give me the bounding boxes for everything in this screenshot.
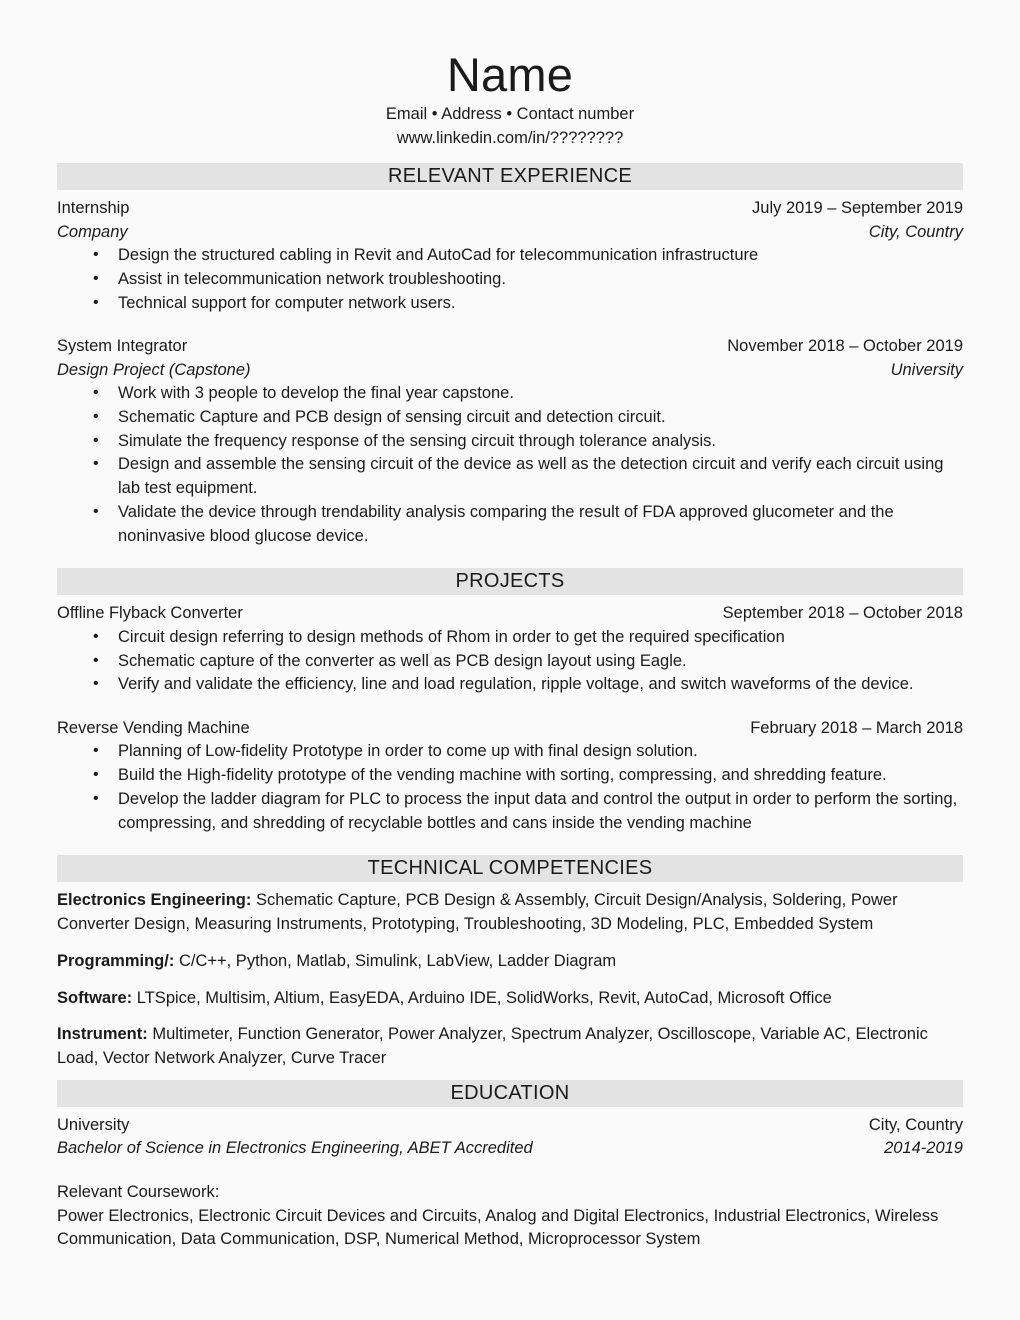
- entry-role: Reverse Vending Machine: [57, 719, 250, 738]
- skill-label: Instrument:: [57, 1025, 148, 1044]
- bullet-item: • Circuit design referring to design methods of Rhom in order to get the required specification: [57, 626, 963, 650]
- bullet-item: • Planning of Low-fidelity Prototype in order to come up with final design solution.: [57, 740, 963, 764]
- linkedin-url: www.linkedin.com/in/????????: [396, 129, 624, 148]
- bullet-item: • Design and assemble the sensing circuit of the device as well as the detection circuit and verify each circuit using lab test equipment.: [57, 453, 963, 501]
- entry-bullets: [57, 382, 963, 548]
- contact-line: Email • Address • Contact number: [385, 105, 635, 124]
- skill-label: Software:: [57, 988, 133, 1007]
- section-header-experience: RELEVANT EXPERIENCE: [57, 163, 963, 190]
- entry-location: City, Country: [868, 222, 963, 241]
- entry-title-row: [57, 717, 963, 740]
- entry-bullets: [57, 244, 963, 315]
- skill-group: [57, 889, 963, 937]
- skill-group: [57, 950, 963, 974]
- entry-title-row: [57, 197, 963, 220]
- entry-title-row: [57, 602, 963, 625]
- skill-value: Multimeter, Function Generator, Power Analyzer, Spectrum Analyzer, Oscilloscope, Variable AC, Electronic Load, Vector Network Analyzer, Curve Tracer: [57, 1025, 928, 1068]
- bullet-item: • Assist in telecommunication network troubleshooting.: [57, 268, 963, 292]
- education-degree-row: [57, 1137, 963, 1160]
- skill-label: Electronics Engineering:: [57, 891, 252, 910]
- bullet-item: • Schematic Capture and PCB design of sensing circuit and detection circuit.: [57, 406, 963, 430]
- projects-section: [57, 602, 963, 835]
- bullet-item: • Simulate the frequency response of the sensing circuit through tolerance analysis.: [57, 430, 963, 454]
- experience-entry: [57, 197, 963, 315]
- education-degree: Bachelor of Science in Electronics Engineering, ABET Accredited: [57, 1139, 533, 1158]
- bullet-item: • Validate the device through trendability analysis comparing the result of FDA approved glucometer and the noninvasive blood glucose device.: [57, 501, 963, 549]
- entry-org: Design Project (Capstone): [57, 360, 251, 379]
- entry-role: Internship: [57, 199, 130, 218]
- bullet-item: • Technical support for computer network users.: [57, 292, 963, 316]
- skill-value: LTSpice, Multisim, Altium, EasyEDA, Arduino IDE, SolidWorks, Revit, AutoCad, Microsoft Office: [136, 988, 832, 1007]
- competencies-section: [57, 889, 963, 1071]
- education-school-row: [57, 1114, 963, 1137]
- skill-label: Programming/:: [57, 951, 175, 970]
- entry-org-row: [57, 359, 963, 382]
- bullet-item: • Design the structured cabling in Revit and AutoCad for telecommunication infrastructure: [57, 244, 963, 268]
- entry-bullets: [57, 626, 963, 697]
- section-header-projects: PROJECTS: [57, 568, 963, 595]
- education-school: University: [57, 1115, 130, 1134]
- coursework-list: Power Electronics, Electronic Circuit Devices and Circuits, Analog and Digital Electronics, Industrial Electronics, Wireless Communication, Data Communication, DSP, Numerical Method, Microprocessor System: [57, 1206, 939, 1249]
- section-header-education: EDUCATION: [57, 1080, 963, 1107]
- bullet-item: • Work with 3 people to develop the final year capstone.: [57, 382, 963, 406]
- experience-entry: [57, 335, 963, 548]
- education-location: City, Country: [868, 1115, 963, 1134]
- entry-org: Company: [57, 222, 128, 241]
- entry-dates: November 2018 – October 2019: [727, 337, 963, 356]
- bullet-item: • Build the High-fidelity prototype of the vending machine with sorting, compressing, and shredding feature.: [57, 764, 963, 788]
- education-years: 2014-2019: [884, 1139, 963, 1158]
- bullet-item: • Schematic capture of the converter as well as PCB design layout using Eagle.: [57, 650, 963, 674]
- entry-dates: September 2018 – October 2018: [722, 604, 963, 623]
- resume-header: [0, 0, 1020, 151]
- coursework-label: Relevant Coursework:: [57, 1182, 220, 1201]
- candidate-name: Name: [446, 48, 574, 101]
- entry-dates: July 2019 – September 2019: [752, 199, 963, 218]
- bullet-item: • Verify and validate the efficiency, line and load regulation, ripple voltage, and switch waveforms of the device.: [57, 673, 963, 697]
- skill-group: [57, 1023, 963, 1071]
- skill-value: Schematic Capture, PCB Design & Assembly, Circuit Design/Analysis, Soldering, Power Converter Design, Measuring Instruments, Prototyping, Troubleshooting, 3D Modeling, PLC, Embedded System: [57, 891, 898, 934]
- entry-title-row: [57, 335, 963, 358]
- project-entry: [57, 717, 963, 835]
- entry-org-row: [57, 221, 963, 244]
- entry-role: Offline Flyback Converter: [57, 604, 243, 623]
- skill-value: C/C++, Python, Matlab, Simulink, LabView, Ladder Diagram: [178, 951, 617, 970]
- section-header-competencies: TECHNICAL COMPETENCIES: [57, 855, 963, 882]
- education-section: [57, 1114, 963, 1252]
- entry-role: System Integrator: [57, 337, 188, 356]
- project-entry: [57, 602, 963, 697]
- entry-dates: February 2018 – March 2018: [750, 719, 963, 738]
- skill-group: [57, 987, 963, 1011]
- entry-location: University: [890, 360, 963, 379]
- entry-bullets: [57, 740, 963, 835]
- experience-section: [57, 197, 963, 548]
- bullet-item: • Develop the ladder diagram for PLC to process the input data and control the output in order to perform the sorting, compressing, and shredding of recyclable bottles and cans inside the vending machine: [57, 788, 963, 836]
